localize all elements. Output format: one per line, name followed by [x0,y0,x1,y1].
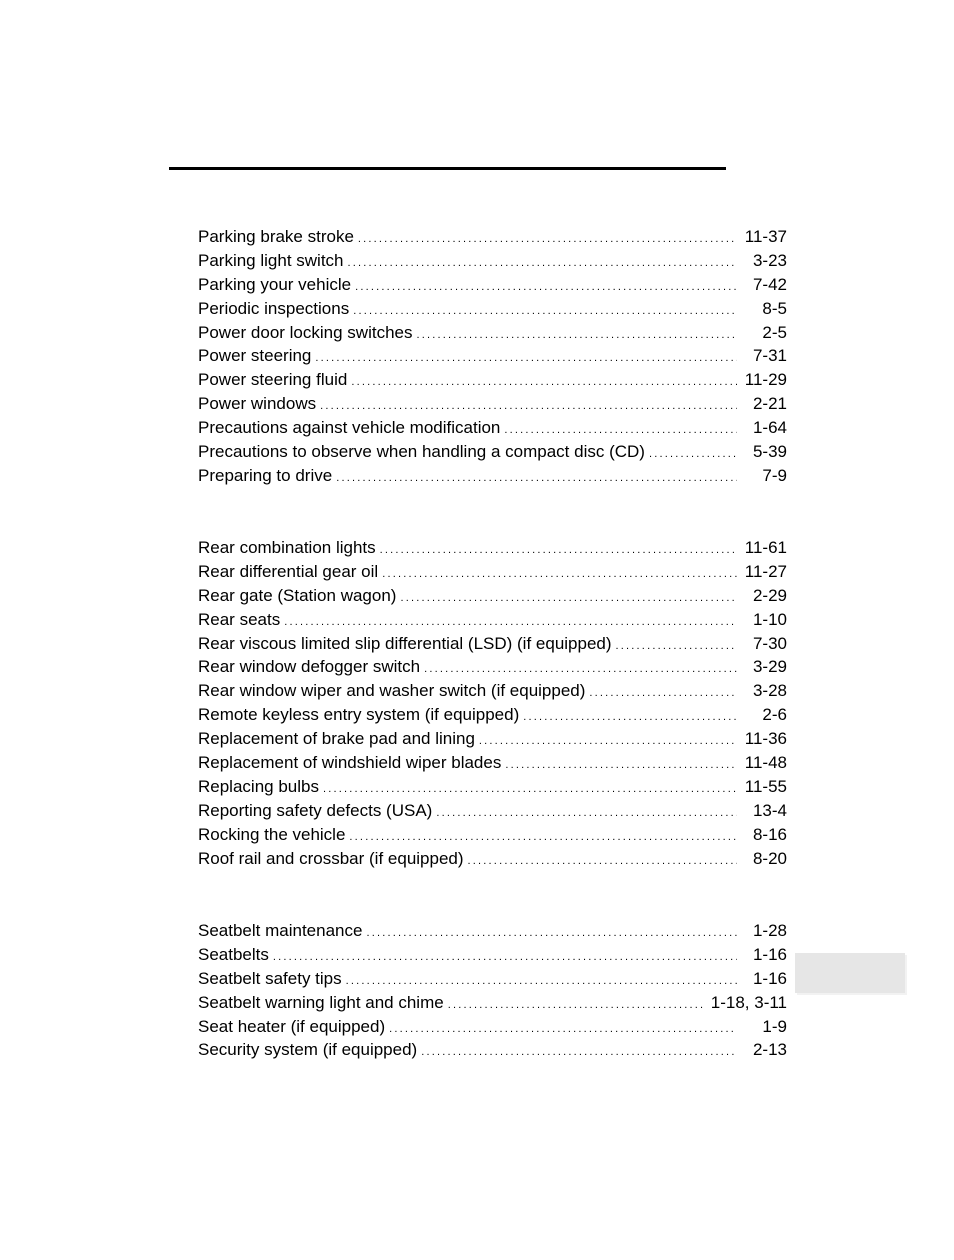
index-entry-page: 11-27 [744,561,787,581]
index-entry [198,847,787,871]
index-entry [198,991,787,1015]
dot-leader [348,252,737,276]
index-entry [198,703,787,727]
index-entry-page: 11-48 [744,753,787,773]
index-entry-page: 11-36 [744,729,787,749]
index-entry-page: 1-16 [752,968,787,988]
index-entry [198,775,787,799]
index-entry-page: 1-10 [752,609,787,629]
index-entry [198,536,787,560]
index-entry [198,727,787,751]
index-entry-label: Seatbelt warning light and chime [198,992,444,1012]
index-entry-label: Parking your vehicle [198,274,352,294]
index-entry-page: 1-28 [752,921,787,940]
dot-leader [468,850,737,874]
index-entry-label: Remote keyless entry system (if equipped) [198,705,520,725]
dot-leader [380,539,737,563]
index-entry-page: 1-18, 3-11 [710,992,787,1012]
index-entry-label: Seat heater (if equipped) [198,1016,386,1036]
index-entry-page: 8-20 [752,848,787,868]
index-side-tab [795,953,905,993]
index-entry-label: Replacement of windshield wiper blades [198,753,502,773]
index-entry [198,249,787,273]
index-entry-label: Seatbelt maintenance [198,921,363,940]
dot-leader [315,347,737,371]
index-entry-label: Parking brake stroke [198,227,354,246]
index-entry-page: 2-6 [762,705,787,725]
index-entry [198,823,787,847]
index-entry-page: 11-61 [744,538,787,557]
index-entry-label: Precautions to observe when handling a compact disc (CD) [198,442,645,462]
index-entry-page: 8-16 [752,824,787,844]
index-entry-page: 13-4 [752,800,787,820]
index-entry [198,799,787,823]
index-entry-label: Power windows [198,394,317,414]
index-entry-label: Rear window defogger switch [198,657,421,677]
index-entry-page: 3-23 [752,250,787,270]
index-entry-label: Reporting safety defects (USA) [198,800,433,820]
index-entry-label: Power door locking switches [198,322,413,342]
index-entry-label: Seatbelt safety tips [198,968,342,988]
index-entry-page: 1-16 [752,944,787,964]
index-entry [198,560,787,584]
index-entry-label: Replacing bulbs [198,776,319,796]
index-entry [198,416,787,440]
index-entry-page: 11-37 [744,227,787,246]
index-entry [198,321,787,345]
index-entry [198,297,787,321]
index-entry-label: Rear viscous limited slip differential (LSD) (if equipped) [198,633,612,653]
dot-leader [400,587,737,611]
header-rule [169,167,726,170]
index-entry-label: Periodic inspections [198,298,350,318]
index-entry-page: 1-64 [752,418,787,438]
index-section-r [198,536,787,870]
index-entry [198,1038,787,1062]
index-entry [198,967,787,991]
index-entry-page: 2-5 [762,322,787,342]
index-entry-label: Rear window wiper and washer switch (if equipped) [198,681,586,701]
index-entry [198,1015,787,1039]
index-entry-page: 3-28 [752,681,787,701]
index-entry-page: 11-29 [744,370,787,390]
index-entry-page: 11-55 [744,776,787,796]
index-entry-label: Parking light switch [198,250,344,270]
dot-leader [351,371,737,395]
dot-leader [589,682,737,706]
dot-leader [479,730,737,754]
index-entry [198,368,787,392]
index-section-s [198,919,787,1062]
index-entry-page: 2-21 [752,394,787,414]
index-entry-label: Preparing to drive [198,465,333,485]
index-entry-label: Rear combination lights [198,538,376,557]
index-entry-label: Rocking the vehicle [198,824,346,844]
dot-leader [355,276,737,300]
index-entry-label: Rear differential gear oil [198,561,379,581]
index-entry [198,584,787,608]
index-entry-page: 2-29 [752,585,787,605]
index-entry-page: 7-31 [752,346,787,366]
index-entry-page: 3-29 [752,657,787,677]
index-entry [198,679,787,703]
index-entry-label: Power steering fluid [198,370,348,390]
dot-leader [448,994,705,1018]
dot-leader [523,706,737,730]
index-entry-page: 7-9 [762,465,787,485]
index-entry-label: Rear gate (Station wagon) [198,585,397,605]
index-entry-page: 5-39 [752,442,787,462]
index-entry-label: Roof rail and crossbar (if equipped) [198,848,464,868]
index-entry [198,344,787,368]
dot-leader [421,1041,737,1065]
dot-leader [389,1018,737,1042]
index-entry [198,655,787,679]
index-entry-page: 7-42 [752,274,787,294]
index-entry-label: Precautions against vehicle modification [198,418,501,438]
index-entry [198,440,787,464]
index-entry [198,273,787,297]
dot-leader [416,324,737,348]
index-entry-page: 1-9 [762,1016,787,1036]
index-entry-label: Seatbelts [198,944,269,964]
index-entry [198,464,787,488]
index-section-p [198,225,787,488]
index-entry-label: Security system (if equipped) [198,1040,418,1060]
dot-leader [436,802,737,826]
index-entry [198,943,787,967]
index-entry-page: 7-30 [752,633,787,653]
index-entry-label: Power steering [198,346,312,366]
dot-leader [366,922,737,946]
dot-leader [273,946,737,970]
index-entry [198,632,787,656]
index-entry [198,608,787,632]
dot-leader [358,228,737,252]
index-entry-page: 2-13 [752,1040,787,1060]
dot-leader [505,754,737,778]
index-entry [198,225,787,249]
dot-leader [616,635,737,659]
index-entry [198,751,787,775]
index-entry-label: Replacement of brake pad and lining [198,729,475,749]
index-entry-label: Rear seats [198,609,281,629]
index-entry [198,919,787,943]
dot-leader [649,443,737,467]
index-entry-page: 8-5 [762,298,787,318]
dot-leader [336,467,737,491]
dot-leader [382,563,737,587]
index-entry [198,392,787,416]
